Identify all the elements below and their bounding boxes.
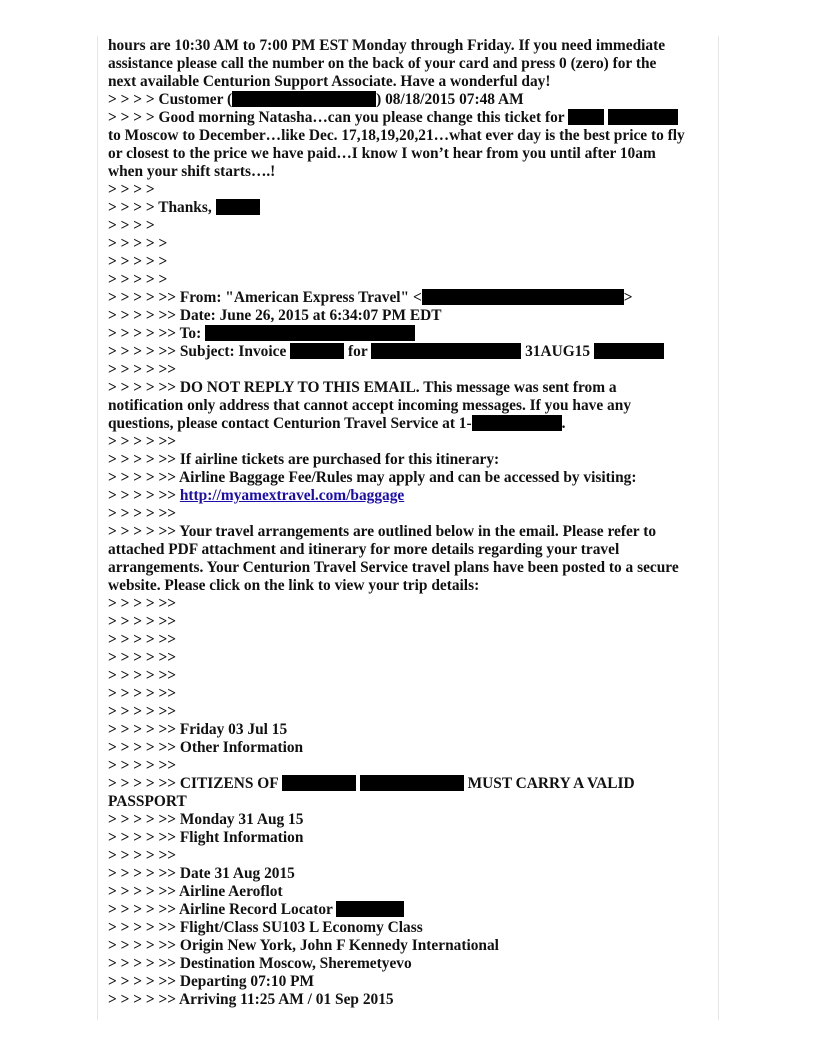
email-line: [108, 163, 714, 181]
email-line: [108, 793, 714, 811]
email-text: > > > > >> From: "American Express Travel" <: [108, 289, 422, 306]
email-text: > > > >: [108, 181, 155, 198]
email-line: [108, 343, 714, 361]
email-text: MUST CARRY A VALID: [463, 775, 635, 792]
email-text: > > > > Customer (: [108, 91, 233, 108]
email-text: attached PDF attachment and itinerary for more details regarding your travel: [108, 541, 620, 558]
email-line: [108, 55, 714, 73]
email-text: ) 08/18/2015 07:48 AM: [376, 91, 524, 108]
email-text: >: [623, 289, 633, 306]
email-text: > > > > Thanks,: [108, 199, 216, 216]
email-text: when your shift starts….!: [108, 163, 276, 180]
email-text: > > > > >>: [108, 361, 177, 378]
email-line: [108, 73, 714, 91]
email-text: > > > > >>: [108, 631, 177, 648]
email-line: [108, 919, 714, 937]
email-line: [108, 667, 714, 685]
email-line: [108, 253, 714, 271]
email-line: [108, 721, 714, 739]
email-text: > > > > >: [108, 271, 168, 288]
email-text: notification only address that cannot accept incoming messages. If you have any: [108, 397, 632, 414]
email-line: [108, 559, 714, 577]
email-line: [108, 811, 714, 829]
email-text: 31AUG15: [521, 343, 594, 360]
email-text: > > > > >>: [108, 703, 177, 720]
email-text: > > > > >>: [108, 505, 177, 522]
email-text: .: [561, 415, 566, 432]
email-line: [108, 199, 714, 217]
email-line: [108, 595, 714, 613]
email-line: [108, 829, 714, 847]
email-line: [108, 289, 714, 307]
email-text: > > > > >> Your travel arrangements are outlined below in the email. Please refer to: [108, 523, 657, 540]
email-line: [108, 541, 714, 559]
redaction-block: [232, 91, 376, 107]
email-line: [108, 937, 714, 955]
email-line: [108, 37, 714, 55]
email-text: PASSPORT: [108, 793, 187, 810]
email-line: [108, 865, 714, 883]
email-line: [108, 973, 714, 991]
email-line: [108, 523, 714, 541]
email-line: [108, 685, 714, 703]
email-line: [108, 775, 714, 793]
email-text: > > > > >>: [108, 487, 180, 504]
email-text: > > > > >>: [108, 613, 177, 630]
email-line: [108, 649, 714, 667]
email-text: > > > > >> Airline Aeroflot: [108, 883, 283, 900]
email-text: next available Centurion Support Associate. Have a wonderful day!: [108, 73, 551, 90]
email-line: [108, 433, 714, 451]
email-line: [108, 469, 714, 487]
email-text: > > > > >> Arriving 11:25 AM / 01 Sep 2015: [108, 991, 394, 1008]
email-line: [108, 739, 714, 757]
email-line: [108, 847, 714, 865]
email-text: > > > > >> Destination Moscow, Sheremetyevo: [108, 955, 412, 972]
email-text: > > > > >> CITIZENS OF: [108, 775, 282, 792]
redaction-block: [594, 343, 664, 359]
email-thread-body: [108, 37, 714, 1009]
redaction-block: [472, 415, 562, 431]
email-line: [108, 145, 714, 163]
email-text: questions, please contact Centurion Travel Service at 1-: [108, 415, 472, 432]
email-line: [108, 127, 714, 145]
email-line: [108, 991, 714, 1009]
redaction-block: [422, 289, 624, 305]
email-text: > > > > >>: [108, 685, 177, 702]
email-line: [108, 883, 714, 901]
email-text: > > > > >> DO NOT REPLY TO THIS EMAIL. This message was sent from a: [108, 379, 617, 396]
email-text: > > > > >> Airline Record Locator: [108, 901, 337, 918]
email-text: > > > > >>: [108, 757, 177, 774]
page-left-border: [97, 36, 98, 1020]
email-line: [108, 235, 714, 253]
email-text: > > > > >>: [108, 595, 177, 612]
email-text: > > > > >> Airline Baggage Fee/Rules may apply and can be accessed by visiting:: [108, 469, 637, 486]
email-text: > > > > >> Origin New York, John F Kennedy International: [108, 937, 499, 954]
redaction-block: [282, 775, 356, 791]
email-text: > > > > >>: [108, 847, 177, 864]
email-line: [108, 955, 714, 973]
email-text: > > > > >>: [108, 433, 177, 450]
email-line: [108, 415, 714, 433]
email-line: [108, 307, 714, 325]
redaction-block: [290, 343, 344, 359]
email-text: > > > > >>: [108, 667, 177, 684]
redaction-block: [336, 901, 404, 917]
email-text: > > > > >> Flight/Class SU103 L Economy Class: [108, 919, 423, 936]
email-line: [108, 217, 714, 235]
email-text: hours are 10:30 AM to 7:00 PM EST Monday through Friday. If you need immediate: [108, 37, 666, 54]
email-line: [108, 397, 714, 415]
email-line: [108, 505, 714, 523]
email-text: > > > > >> Subject: Invoice: [108, 343, 291, 360]
email-text: arrangements. Your Centurion Travel Service travel plans have been posted to a secure: [108, 559, 679, 576]
email-text: > > > > >> Departing 07:10 PM: [108, 973, 315, 990]
email-text: > > > > >> Flight Information: [108, 829, 304, 846]
email-line: [108, 91, 714, 109]
email-text: assistance please call the number on the back of your card and press 0 (zero) for the: [108, 55, 657, 72]
redaction-block: [568, 109, 604, 125]
email-text: for: [344, 343, 372, 360]
email-line: [108, 703, 714, 721]
email-text: > > > > >: [108, 253, 168, 270]
email-line: [108, 757, 714, 775]
baggage-link[interactable]: http://myamextravel.com/baggage: [179, 487, 405, 504]
email-text: or closest to the price we have paid…I know I won’t hear from you until after 10am: [108, 145, 656, 162]
email-line: [108, 379, 714, 397]
email-line: [108, 325, 714, 343]
redaction-block: [608, 109, 678, 125]
email-line: [108, 487, 714, 505]
email-line: [108, 271, 714, 289]
email-line: [108, 181, 714, 199]
email-text: > > > > >> Friday 03 Jul 15: [108, 721, 288, 738]
email-line: [108, 451, 714, 469]
email-text: > > > > >> Date 31 Aug 2015: [108, 865, 295, 882]
email-line: [108, 613, 714, 631]
redaction-block: [216, 199, 260, 215]
email-text: > > > > >> Date: June 26, 2015 at 6:34:07 PM EDT: [108, 307, 442, 324]
email-text: to Moscow to December…like Dec. 17,18,19,20,21…what ever day is the best price to fly: [108, 127, 685, 144]
email-line: [108, 361, 714, 379]
email-text: > > > > >> Monday 31 Aug 15: [108, 811, 304, 828]
email-line: [108, 631, 714, 649]
email-text: > > > > >> If airline tickets are purchased for this itinerary:: [108, 451, 500, 468]
redaction-block: [371, 343, 521, 359]
email-text: > > > > Good morning Natasha…can you please change this ticket for: [108, 109, 569, 126]
email-text: > > > > >> Other Information: [108, 739, 304, 756]
email-text: > > > >: [108, 217, 155, 234]
email-line: [108, 577, 714, 595]
page-right-border: [718, 36, 719, 1020]
email-text: > > > > >: [108, 235, 168, 252]
email-text: > > > > >> To:: [108, 325, 206, 342]
redaction-block: [205, 325, 415, 341]
email-text: > > > > >>: [108, 649, 177, 666]
email-text: website. Please click on the link to view your trip details:: [108, 577, 480, 594]
email-line: [108, 109, 714, 127]
email-line: [108, 901, 714, 919]
redaction-block: [360, 775, 464, 791]
